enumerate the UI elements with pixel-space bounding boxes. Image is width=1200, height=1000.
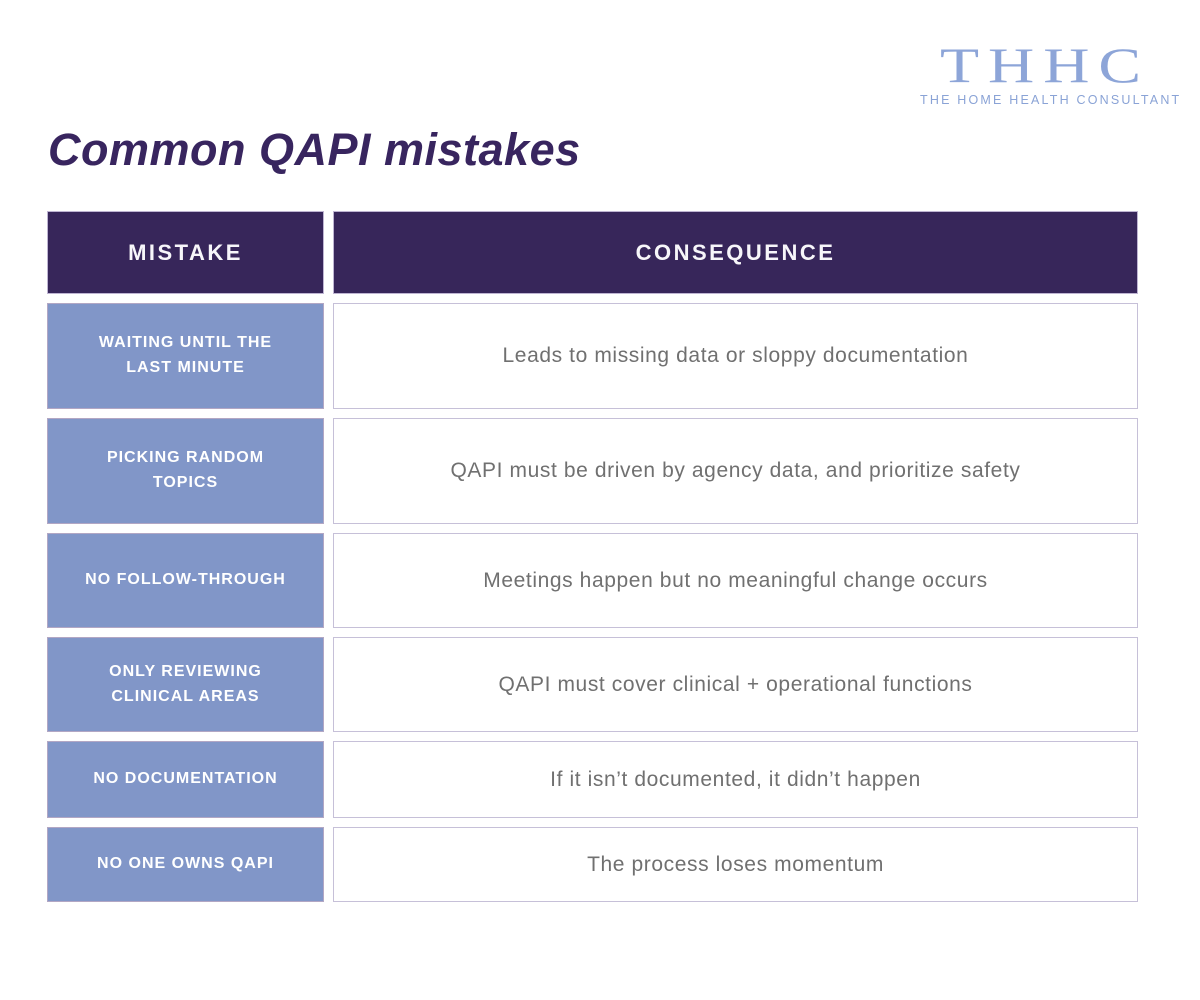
column-header-consequence: CONSEQUENCE xyxy=(333,211,1138,294)
mistakes-table xyxy=(47,211,1138,902)
page-title: Common QAPI mistakes xyxy=(48,124,581,175)
table-row-consequence: The process loses momentum xyxy=(333,827,1138,902)
table-row-consequence: Meetings happen but no meaningful change occurs xyxy=(333,533,1138,628)
table-row-mistake: NO FOLLOW-THROUGH xyxy=(47,533,324,628)
table-row-mistake: PICKING RANDOM TOPICS xyxy=(47,418,324,524)
thhc-logo xyxy=(920,37,1182,107)
table-row-consequence: Leads to missing data or sloppy documentation xyxy=(333,303,1138,409)
table-row-consequence: If it isn’t documented, it didn’t happen xyxy=(333,741,1138,818)
table-row-consequence: QAPI must cover clinical + operational functions xyxy=(333,637,1138,732)
column-header-mistake: MISTAKE xyxy=(47,211,324,294)
table-row-mistake: NO ONE OWNS QAPI xyxy=(47,827,324,902)
table-row-consequence: QAPI must be driven by agency data, and prioritize safety xyxy=(333,418,1138,524)
table-row-mistake: NO DOCUMENTATION xyxy=(47,741,324,818)
thhc-logo-wordmark: THHC xyxy=(939,37,1151,93)
thhc-logo-tagline: THE HOME HEALTH CONSULTANT xyxy=(920,93,1182,107)
table-row-mistake: WAITING UNTIL THE LAST MINUTE xyxy=(47,303,324,409)
table-row-mistake: ONLY REVIEWING CLINICAL AREAS xyxy=(47,637,324,732)
